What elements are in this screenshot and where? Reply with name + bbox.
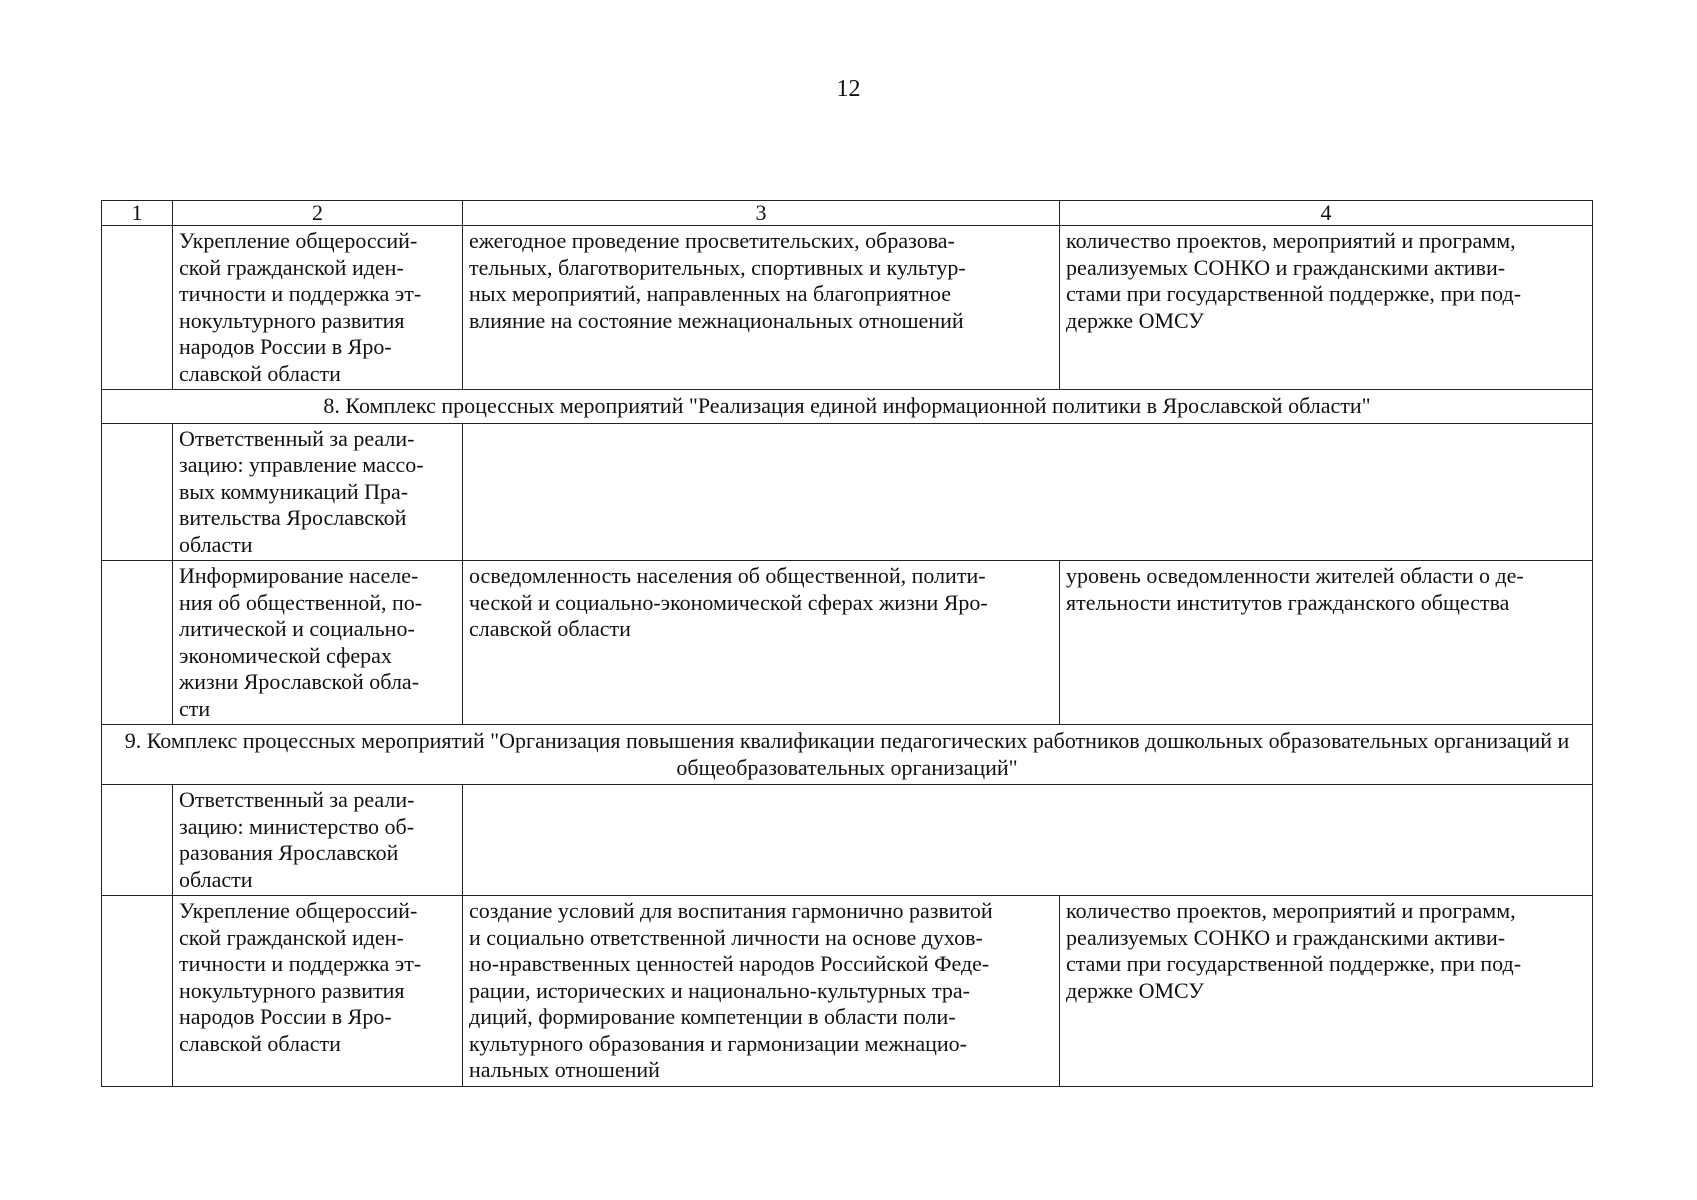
result-cell: ежегодное проведение просветительских, образова- тельных, благотворительных, спортивных и культур- ных мероприятий, направленных на благоприятное влияние на состояние межнациональных отношений bbox=[463, 226, 1060, 390]
responsible-cell: Ответственный за реали- зацию: министерство об- разования Ярославской области bbox=[173, 785, 463, 896]
table-row bbox=[102, 561, 1593, 725]
row-number-cell bbox=[102, 785, 173, 896]
header-col-4: 4 bbox=[1060, 201, 1593, 226]
row-number-cell bbox=[102, 226, 173, 390]
row-number-cell bbox=[102, 561, 173, 725]
measures-table bbox=[101, 200, 1593, 1087]
row-number-cell bbox=[102, 896, 173, 1087]
empty-cell bbox=[463, 785, 1593, 896]
responsible-cell: Ответственный за реали- зацию: управление массо- вых коммуникаций Пра- вительства Ярославской области bbox=[173, 423, 463, 561]
table-row bbox=[102, 423, 1593, 561]
header-col-3: 3 bbox=[463, 201, 1060, 226]
section-title-8: 8. Комплекс процессных мероприятий "Реализация единой информационной политики в Ярославской области" bbox=[102, 390, 1593, 424]
indicator-cell: количество проектов, мероприятий и программ, реализуемых СОНКО и гражданскими активи- стами при государственной поддержке, при под- держке ОМСУ bbox=[1060, 896, 1593, 1087]
table-row bbox=[102, 785, 1593, 896]
task-cell: Укрепление общероссий- ской гражданской иден- тичности и поддержка эт- нокультурного развития народов России в Яро- славской области bbox=[173, 896, 463, 1087]
page-number: 12 bbox=[836, 76, 861, 102]
task-cell: Укрепление общероссий- ской гражданской иден- тичности и поддержка эт- нокультурного развития народов России в Яро- славской области bbox=[173, 226, 463, 390]
task-cell: Информирование населе- ния об общественной, по- литической и социально- экономической сферах жизни Ярославской обла- сти bbox=[173, 561, 463, 725]
section-title-9: 9. Комплекс процессных мероприятий "Организация повышения квалификации педагогических работников дошкольных образовательных организаций и общеобразовательных организаций" bbox=[102, 725, 1593, 785]
table-header-row bbox=[102, 201, 1593, 226]
header-col-1: 1 bbox=[102, 201, 173, 226]
result-cell: создание условий для воспитания гармонично развитой и социально ответственной личности на основе духов- но-нравственных ценностей народов Российской Феде- рации, исторических и национально-культурных тра- диций, формирование компетенции в области поли- культурного образования и гармонизации межнацио- нальных отношений bbox=[463, 896, 1060, 1087]
indicator-cell: уровень осведомленности жителей области о де- ятельности институтов гражданского общества bbox=[1060, 561, 1593, 725]
section-row bbox=[102, 390, 1593, 424]
table-row bbox=[102, 226, 1593, 390]
indicator-cell: количество проектов, мероприятий и программ, реализуемых СОНКО и гражданскими активи- стами при государственной поддержке, при под- держке ОМСУ bbox=[1060, 226, 1593, 390]
table-row bbox=[102, 896, 1593, 1087]
section-row bbox=[102, 725, 1593, 785]
header-col-2: 2 bbox=[173, 201, 463, 226]
result-cell: осведомленность населения об общественной, полити- ческой и социально-экономической сферах жизни Яро- славской области bbox=[463, 561, 1060, 725]
row-number-cell bbox=[102, 423, 173, 561]
empty-cell bbox=[463, 423, 1593, 561]
